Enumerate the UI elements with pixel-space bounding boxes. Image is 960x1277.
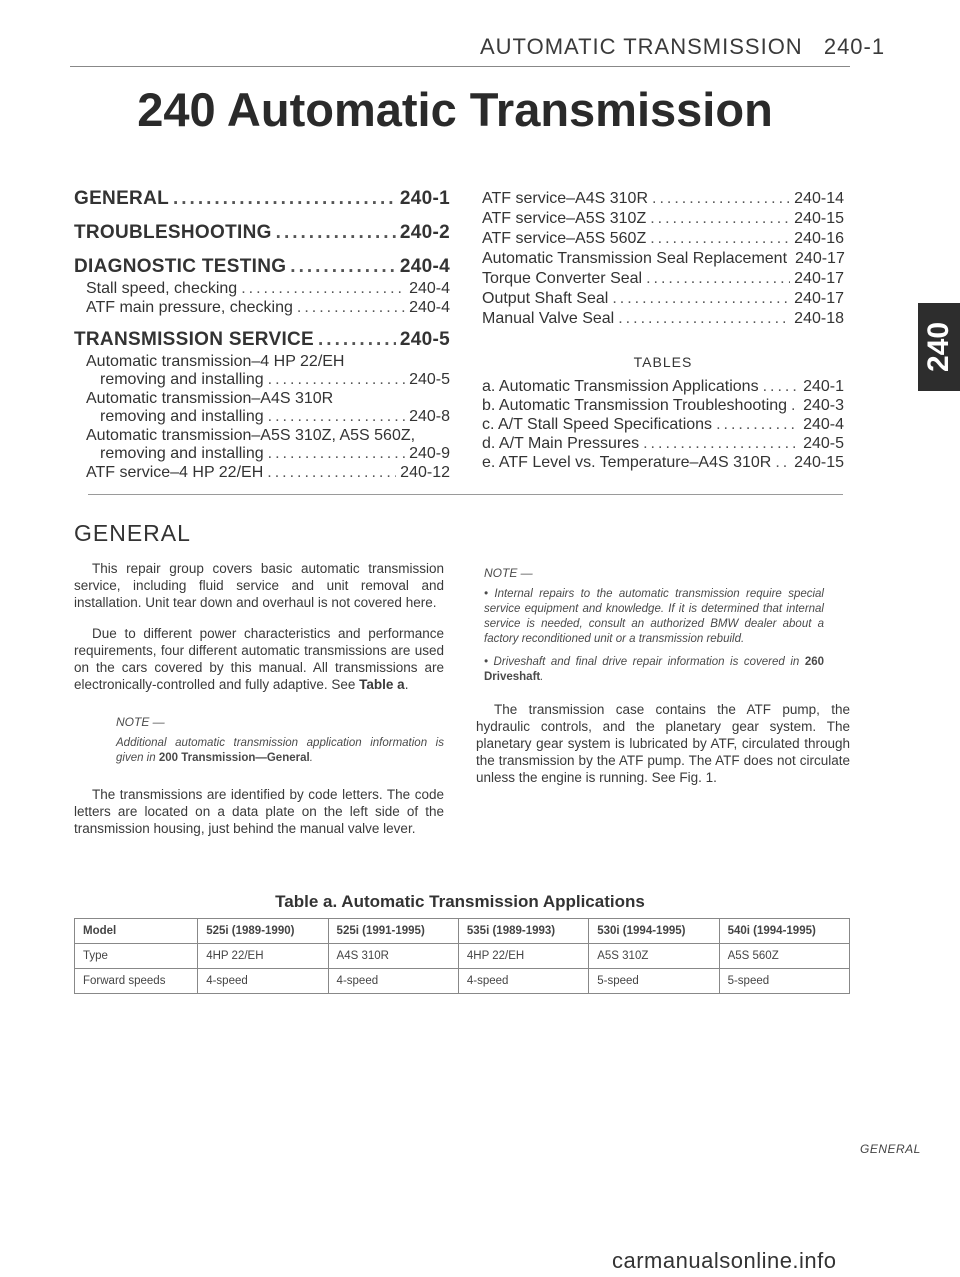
toc-entry-label: TRANSMISSION SERVICE [74, 329, 315, 350]
running-head [480, 34, 885, 60]
page-number: 240-1 [823, 34, 886, 59]
left-body-column [74, 560, 444, 851]
toc-entry-label: a. Automatic Transmission Applications [482, 378, 759, 395]
toc-entry[interactable] [74, 222, 450, 244]
toc-entry[interactable] [482, 290, 844, 308]
right-body-column [476, 566, 850, 800]
running-head-title: AUTOMATIC TRANSMISSION [480, 34, 803, 59]
toc-leader-dots [268, 371, 405, 389]
note-label: NOTE — [484, 566, 533, 580]
toc-entry-label: TROUBLESHOOTING [74, 222, 272, 243]
toc-entry-page: 240-15 [794, 454, 844, 471]
toc-entry-group [74, 427, 450, 463]
toc-entry[interactable] [74, 445, 450, 463]
toc-entry-label: ATF service–A4S 310R [482, 190, 648, 207]
tables-heading: TABLES [633, 354, 693, 370]
section-thumb-tab-label: 240 [922, 321, 955, 373]
toc-entry[interactable] [74, 408, 450, 426]
toc-leader-dots [290, 256, 396, 278]
paragraph: Due to different power characteristics and performance requirements, four different automatic transmissions are used on the cars covered by this manual. All transmissions are electronically-controlled and fully adaptive. See Table a. [74, 626, 444, 692]
table-cell: A4S 310R [328, 944, 458, 969]
section-heading: GENERAL [74, 520, 191, 546]
cross-reference: 260 Driveshaft [484, 656, 824, 683]
note-bullet: • Driveshaft and final drive repair information is covered in 260 Driveshaft. [484, 656, 824, 683]
toc-entry-label: b. Automatic Transmission Troubleshooting [482, 397, 788, 414]
paragraph: This repair group covers basic automatic transmission service, including fluid service and unit removal and installation. Unit tear down and overhaul is not covered here. [74, 561, 444, 610]
column-header: 535i (1989-1993) [458, 919, 588, 944]
table-cell: A5S 310Z [589, 944, 719, 969]
toc-entry-page: 240-16 [794, 230, 844, 247]
toc-entry[interactable] [482, 378, 844, 396]
toc-entry[interactable] [74, 299, 450, 317]
toc-entry-page: 240-17 [794, 290, 844, 307]
toc-entry-label: Manual Valve Seal [482, 310, 615, 327]
toc-entry[interactable] [74, 280, 450, 298]
toc-entry-title: Automatic transmission–A5S 310Z, A5S 560Z, [86, 427, 416, 444]
table-caption: Table a. Automatic Transmission Applications [275, 892, 645, 911]
toc-entry[interactable] [74, 188, 450, 210]
toc-entry-page: 240-1 [399, 188, 450, 209]
toc-entry-group [74, 390, 450, 426]
toc-leader-dots [775, 454, 790, 472]
column-header: 525i (1991-1995) [328, 919, 458, 944]
column-header: Model [75, 919, 198, 944]
toc-entry[interactable] [482, 230, 844, 248]
table-cell: Forward speeds [75, 969, 198, 994]
toc-leader-dots [618, 310, 790, 328]
toc-entry-label: d. A/T Main Pressures [482, 435, 640, 452]
toc-entry-label: c. A/T Stall Speed Specifications [482, 416, 713, 433]
toc-leader-dots [241, 280, 405, 298]
toc-entry[interactable] [482, 416, 844, 434]
toc-entry[interactable] [482, 250, 844, 268]
toc-entry[interactable] [482, 397, 844, 415]
toc-entry-page: 240-3 [803, 397, 844, 414]
toc-leader-dots [646, 270, 790, 288]
table-header-row [75, 919, 850, 944]
toc-leader-dots [173, 188, 396, 210]
chapter-title: 240 Automatic Transmission [137, 83, 773, 136]
toc-entry-page: 240-4 [399, 256, 450, 277]
toc-leader-dots [267, 464, 396, 482]
toc-entry-label: e. ATF Level vs. Temperature–A4S 310R [482, 454, 772, 471]
toc-entry-page: 240-14 [794, 190, 844, 207]
cross-reference: 200 Transmission—General [158, 752, 310, 764]
toc-leader-dots [791, 397, 799, 415]
toc-entry[interactable] [74, 256, 450, 278]
header-rule [70, 66, 850, 67]
toc-entry-title: Automatic transmission–4 HP 22/EH [86, 353, 345, 370]
toc-leader-dots [318, 329, 396, 351]
watermark-text: carmanualsonline.info [612, 1248, 837, 1273]
paragraph: The transmissions are identified by code letters. The code letters are located on a data plate on the left side of the transmission housing, just behind the manual valve lever. [74, 787, 444, 836]
toc-entry-page: 240-5 [803, 435, 844, 452]
note-label: NOTE — [116, 715, 165, 729]
toc-leader-dots [297, 299, 405, 317]
toc-leader-dots [276, 222, 396, 244]
table-cell: 4HP 22/EH [458, 944, 588, 969]
toc-left-column [74, 188, 450, 483]
table-cell: 5-speed [589, 969, 719, 994]
toc-entry[interactable] [74, 371, 450, 389]
table-cell: 4-speed [198, 969, 328, 994]
toc-entry-label: Automatic Transmission Seal Replacement [482, 250, 788, 267]
toc-entry-page: 240-12 [400, 464, 450, 481]
table-cell: 4-speed [458, 969, 588, 994]
toc-entry-page: 240-4 [409, 299, 450, 316]
toc-entry-label: removing and installing [100, 445, 264, 462]
toc-entry-label: Output Shaft Seal [482, 290, 609, 307]
section-rule [88, 494, 843, 495]
toc-leader-dots [643, 435, 799, 453]
toc-entry[interactable] [482, 270, 844, 288]
toc-entry-page: 240-2 [399, 222, 450, 243]
table-cell: A5S 560Z [719, 944, 849, 969]
toc-leader-dots [268, 408, 405, 426]
toc-entry-label: ATF service–A5S 560Z [482, 230, 647, 247]
toc-entry-label: ATF service–A5S 310Z [482, 210, 647, 227]
applications-table [74, 918, 850, 994]
note-box [484, 566, 824, 685]
toc-entry[interactable] [482, 190, 844, 208]
toc-entry[interactable] [482, 454, 844, 472]
toc-right-column [482, 188, 844, 473]
table-reference-link: Table a [359, 677, 405, 692]
note-box [116, 715, 444, 766]
toc-entry-title: Automatic transmission–A4S 310R [86, 390, 334, 407]
toc-leader-dots [650, 230, 790, 248]
toc-entry-page: 240-15 [794, 210, 844, 227]
toc-entry-page: 240-5 [399, 329, 450, 350]
toc-entry-page: 240-17 [794, 270, 844, 287]
toc-entry-label: removing and installing [100, 408, 264, 425]
table-cell: Type [75, 944, 198, 969]
toc-entry-label: removing and installing [100, 371, 264, 388]
section-thumb-tab [918, 303, 960, 391]
table-cell: 4HP 22/EH [198, 944, 328, 969]
toc-entry-label: Torque Converter Seal [482, 270, 643, 287]
toc-entry-page: 240-5 [409, 371, 450, 388]
table-row [75, 944, 850, 969]
toc-entry[interactable] [482, 310, 844, 328]
toc-entry-page: 240-4 [803, 416, 844, 433]
table-row [75, 969, 850, 994]
toc-leader-dots [612, 290, 790, 308]
toc-entry-label: ATF service–4 HP 22/EH [86, 464, 264, 481]
toc-entry-label: GENERAL [74, 188, 169, 209]
toc-leader-dots [763, 378, 800, 396]
toc-entry-label: DIAGNOSTIC TESTING [74, 256, 287, 277]
toc-entry[interactable] [482, 435, 844, 453]
toc-entry-label: ATF main pressure, checking [86, 299, 293, 316]
toc-leader-dots [652, 190, 790, 208]
toc-entry[interactable] [74, 329, 450, 351]
toc-entry-page: 240-18 [794, 310, 844, 327]
page-footer: GENERAL [860, 1142, 921, 1156]
note-text: Additional automatic transmission application information is given in 200 Transmission—General. [116, 737, 444, 764]
toc-leader-dots [716, 416, 799, 434]
paragraph: The transmission case contains the ATF pump, the hydraulic controls, and the planetary gear system. The planetary gear system is lubricated by ATF, circulated through the transmission by the ATF pump. The ATF does not circulate unless the engine is running. See Fig. 1. [476, 702, 850, 785]
column-header: 540i (1994-1995) [719, 919, 849, 944]
toc-entry-page: 240-4 [409, 280, 450, 297]
table-cell: 5-speed [719, 969, 849, 994]
toc-leader-dots [650, 210, 790, 228]
toc-entry[interactable] [74, 464, 450, 482]
toc-entry-page: 240-1 [803, 378, 844, 395]
toc-entry-page: 240-9 [409, 445, 450, 462]
toc-leader-dots [268, 445, 405, 463]
note-bullet: • Internal repairs to the automatic transmission require special service equipment and knowledge. If it is determined that internal service is needed, consult an authorized BMW dealer about a factory reconditioned unit or a transmission rebuild. [484, 588, 824, 645]
toc-entry-group [74, 353, 450, 389]
toc-entry[interactable] [482, 210, 844, 228]
column-header: 525i (1989-1990) [198, 919, 328, 944]
toc-entry-page: 240-17 [795, 250, 845, 267]
toc-entry-page: 240-8 [409, 408, 450, 425]
column-header: 530i (1994-1995) [589, 919, 719, 944]
toc-entry-label: Stall speed, checking [86, 280, 238, 297]
table-cell: 4-speed [328, 969, 458, 994]
